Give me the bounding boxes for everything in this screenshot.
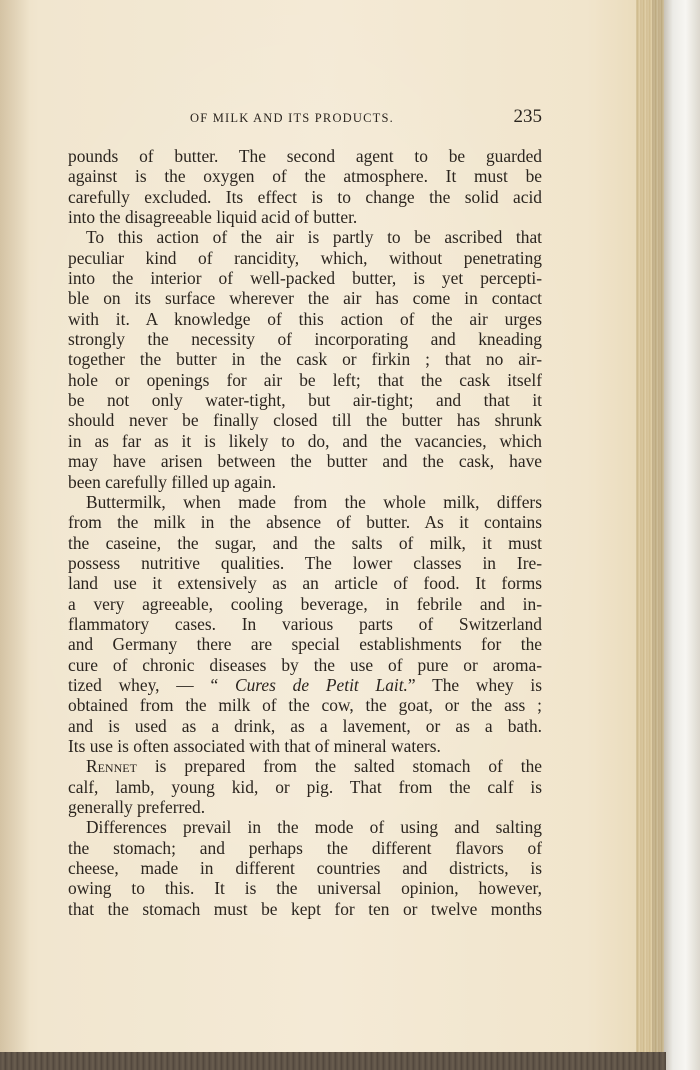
text-line: a very agreeable, cooling beverage, in febrile and in- <box>68 593 542 614</box>
text-line-italic-phrase: tized whey, — “ Cures de Petit Lait.” The whey is <box>68 674 542 695</box>
text-line: ble on its surface wherever the air has come in contact <box>68 288 542 309</box>
text-line: from the milk in the absence of butter. As it contains <box>68 512 542 533</box>
text-line: pounds of butter. The second agent to be guarded <box>68 146 542 166</box>
text-line: be not only water-tight, but air-tight; and that it <box>68 390 542 411</box>
running-head <box>70 108 542 132</box>
text-line: may have arisen between the butter and the cask, have <box>68 451 542 472</box>
text-line: peculiar kind of rancidity, which, without penetrating <box>68 247 542 268</box>
text-line: hole or openings for air be left; that the cask itself <box>68 369 542 390</box>
text-line: into the interior of well-packed butter, is yet percepti- <box>68 268 542 289</box>
text-line: the stomach; and perhaps the different flavors of <box>68 837 542 858</box>
text-line: been carefully filled up again. <box>68 471 277 492</box>
text-line: owing to this. It is the universal opinion, however, <box>68 878 542 899</box>
gutter-shadow <box>0 0 30 1058</box>
text-line: strongly the necessity of incorporating and kneading <box>68 329 542 350</box>
text-line: Differences prevail in the mode of using and salting <box>86 817 542 838</box>
page-number: 235 <box>513 106 542 127</box>
text-line: To this action of the air is partly to be ascribed that <box>86 227 542 248</box>
body-text <box>68 146 542 919</box>
text-line: together the butter in the cask or firkin ; that no air- <box>68 349 542 370</box>
text-line-rennet: Rennet is prepared from the salted stomach of the <box>86 756 542 777</box>
text-line: generally preferred. <box>68 797 206 817</box>
text-line: that the stomach must be kept for ten or twelve months <box>68 898 542 919</box>
text-line: into the disagreeable liquid acid of butter. <box>68 207 358 228</box>
text-line: flammatory cases. In various parts of Switzerland <box>68 613 542 634</box>
text-line: land use it extensively as an article of food. It forms <box>68 573 542 594</box>
running-title: OF MILK AND ITS PRODUCTS. <box>190 111 394 125</box>
text-line: carefully excluded. Its effect is to change the solid acid <box>68 186 542 207</box>
text-line: and Germany there are special establishments for the <box>68 634 542 655</box>
text-line: Buttermilk, when made from the whole milk, differs <box>86 491 542 512</box>
page-block-edge <box>636 0 666 1058</box>
text-line: the caseine, the sugar, and the salts of milk, it must <box>68 532 542 553</box>
book-cover-edge <box>664 0 700 1070</box>
text-line: and is used as a drink, as a lavement, or as a bath. <box>68 715 542 736</box>
text-line: cure of chronic diseases by the use of pure or aroma- <box>68 654 542 675</box>
text-line: should never be finally closed till the butter has shrunk <box>68 410 542 431</box>
book-bottom-edge <box>0 1052 666 1070</box>
text-line: obtained from the milk of the cow, the goat, or the ass ; <box>68 695 542 716</box>
text-line: Its use is often associated with that of mineral waters. <box>68 735 441 756</box>
text-line: with it. A knowledge of this action of the air urges <box>68 308 542 329</box>
text-line: in as far as it is likely to do, and the vacancies, which <box>68 430 542 451</box>
text-line: against is the oxygen of the atmosphere. It must be <box>68 166 542 187</box>
text-line: calf, lamb, young kid, or pig. That from the calf is <box>68 776 542 797</box>
text-line: possess nutritive qualities. The lower classes in Ire- <box>68 552 542 573</box>
text-line: cheese, made in different countries and districts, is <box>68 858 542 879</box>
